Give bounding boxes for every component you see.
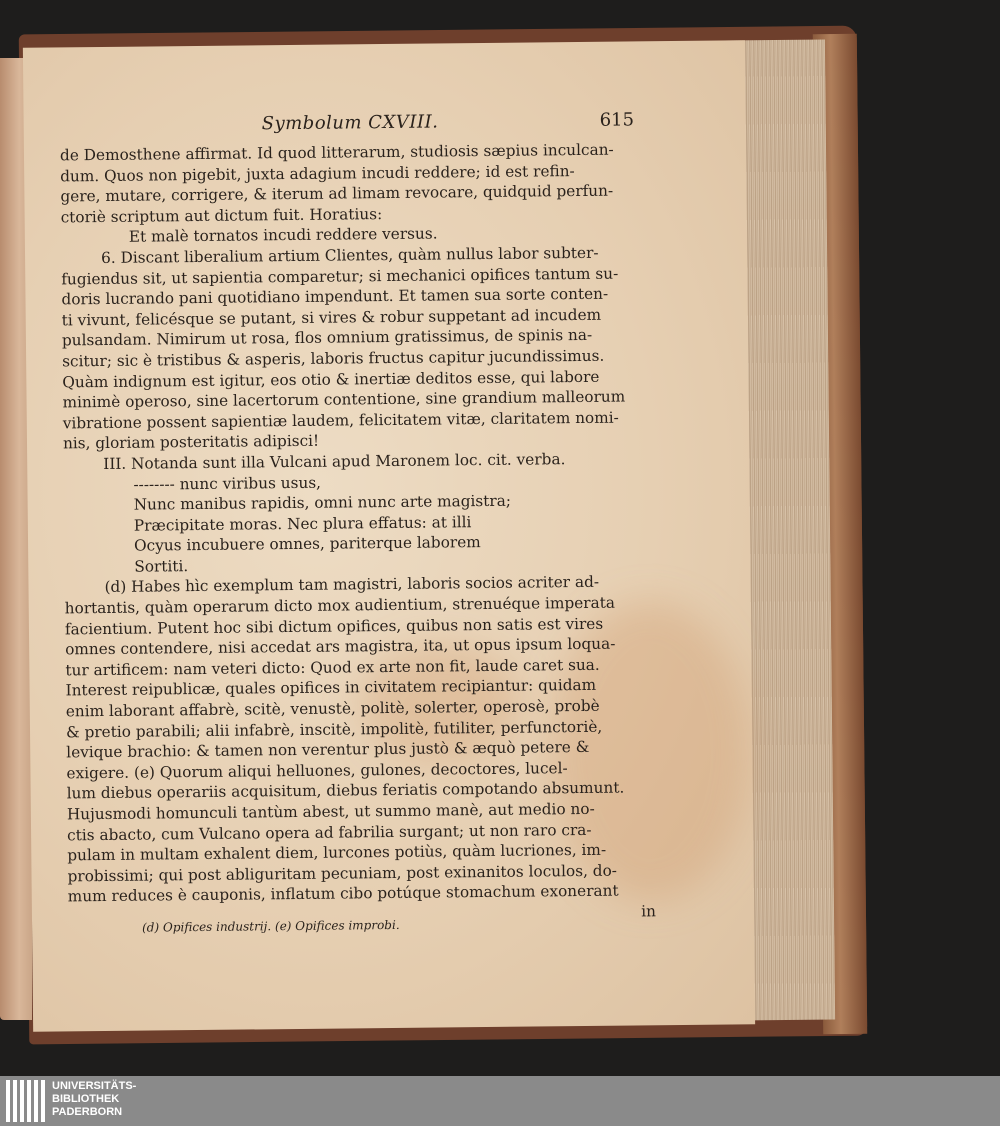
text-line: mum reduces è cauponis, inflatum cibo potúque stomachum exonerant xyxy=(67,881,619,906)
text-line: dum. Quos non pigebit, juxta adagium incudi reddere; id est refin- xyxy=(60,161,575,186)
text-line: ti vivunt, felicésque se putant, si vires & robur suppetant ad incudem xyxy=(61,305,602,330)
library-footer-bar xyxy=(0,1076,1000,1126)
text-line: de Demosthene affirmat. Id quod litterarum, studiosis sæpius inculcan- xyxy=(59,140,614,165)
running-title: Symbolum CXVIII. xyxy=(261,111,439,135)
text-line: hortantis, quàm operarum dicto mox audientium, strenuéque imperata xyxy=(64,593,616,618)
text-line: scitur; sic è tristibus & asperis, laboris fructus capitur jucundissimus. xyxy=(62,346,605,371)
verse-line: -------- nunc viribus usus, xyxy=(133,473,322,494)
page-header xyxy=(24,108,746,142)
footnotes: (d) Opifices industrij. (e) Opifices improbi. xyxy=(142,917,400,935)
text-line: tur artificem: nam veteri dicto: Quod ex arte non fit, laude caret sua. xyxy=(65,655,600,680)
text-line: levique brachio: & tamen non verentur plus justò & æquò petere & xyxy=(66,738,590,762)
verse-line: Ocyus incubuere omnes, pariterque laborem xyxy=(133,533,481,555)
text-line: Hujusmodi homunculi tantùm abest, ut summo manè, aut medio no- xyxy=(66,799,595,824)
text-line: ctoriè scriptum aut dictum fuit. Horatius: xyxy=(60,204,383,227)
text-line: vibratione possent sapientiæ laudem, felicitatem vitæ, claritatem nomi- xyxy=(62,408,619,433)
text-line: probissimi; qui post abliguritam pecuniam, post exinanitos loculos, do- xyxy=(67,861,617,886)
text-line: lum diebus operariis acquisitum, diebus feriatis compotando absumunt. xyxy=(66,778,625,803)
verse-line: Nunc manibus rapidis, omni nunc arte magistra; xyxy=(133,491,512,514)
logo-line: UNIVERSITÄTS- xyxy=(52,1080,137,1092)
text-line: (d) Habes hìc exemplum tam magistri, laboris socios acriter ad- xyxy=(104,573,600,597)
text-line: exigere. (e) Quorum aliqui helluones, gulones, decoctores, lucel- xyxy=(66,758,568,783)
text-line: ctis abacto, cum Vulcano opera ad fabrilia surgant; ut non raro cra- xyxy=(67,820,592,844)
text-line: doris lucrando pani quotidiano impendunt. Et tamen sua sorte conten- xyxy=(61,284,609,309)
text-line: Quàm indignum est igitur, eos otio & inertiæ deditos esse, qui labore xyxy=(62,367,600,391)
text-line: facientium. Putent hoc sibi dictum opifices, quibus non satis est vires xyxy=(64,614,604,639)
body-text xyxy=(60,139,664,928)
verse-line: Sortiti. xyxy=(134,556,189,576)
logo-line: BIBLIOTHEK xyxy=(52,1093,120,1105)
page-number: 615 xyxy=(599,109,635,131)
text-line: gere, mutare, corrigere, & iterum ad limam revocare, quidquid perfun- xyxy=(60,181,614,206)
library-logo-icon xyxy=(6,1080,46,1122)
text-line: fugiendus sit, ut sapientia comparetur; si mechanici opifices tantum su- xyxy=(61,264,619,288)
quote-line: Et malè tornatos incudi reddere versus. xyxy=(128,224,438,247)
library-logo-text xyxy=(52,1080,136,1119)
text-line: Interest reipublicæ, quales opifices in civitatem recipiantur: quidam xyxy=(65,676,597,700)
book-page xyxy=(23,40,755,1032)
text-line: nis, gloriam posteritatis adipisci! xyxy=(62,432,320,453)
text-line: 6. Discant liberalium artium Clientes, quàm nullus labor subter- xyxy=(100,243,599,267)
text-line: minimè operoso, sine lacertorum contentione, sine grandium malleorum xyxy=(62,387,626,412)
text-line: III. Notanda sunt illa Vulcani apud Maronem loc. cit. verba. xyxy=(103,450,566,473)
text-line: pulsandam. Nimirum ut rosa, flos omnium gratissimus, de spinis na- xyxy=(61,326,593,350)
text-line: & pretio parabili; alii infabrè, inscitè, impolitè, futiliter, perfunctoriè, xyxy=(65,717,603,742)
catchword: in xyxy=(641,902,657,921)
text-line: omnes contendere, nisi accedat ars magistra, ita, ut opus ipsum loqua- xyxy=(65,634,616,659)
verse-line: Præcipitate moras. Nec plura effatus: at illi xyxy=(133,512,472,535)
text-line: pulam in multam exhalent diem, lurcones potiùs, quàm lucriones, im- xyxy=(67,840,607,865)
logo-line: PADERBORN xyxy=(52,1106,123,1118)
text-line: enim laborant affabrè, scitè, venustè, politè, solerter, operosè, probè xyxy=(65,696,600,721)
